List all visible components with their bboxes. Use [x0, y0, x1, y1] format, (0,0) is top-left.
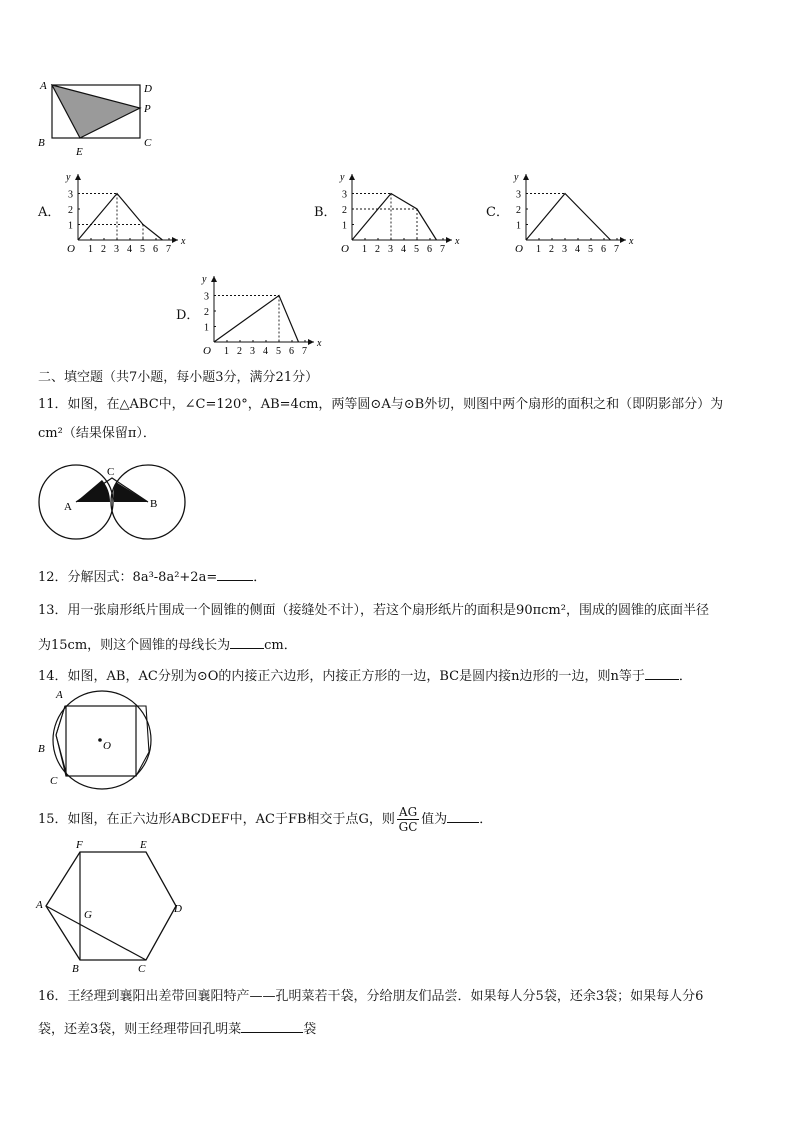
q15-label-e: E: [140, 839, 147, 851]
q11-line1: 11．如图，在△ABC中，∠C=120°，AB=4cm，两等圆⊙A与⊙B外切，则图中两个扇形的面积之和（即阴影部分）为: [38, 397, 724, 412]
x-axis-label: x: [317, 338, 322, 349]
q15-prompt: 15．如图，在正六边形ABCDEF中，AC于FB相交于点G，则: [38, 812, 395, 827]
q15-label-b: B: [72, 963, 79, 975]
q13-answer-blank[interactable]: [230, 634, 264, 649]
x-axis-arrow: [620, 237, 626, 243]
x-axis-label: x: [181, 236, 186, 247]
x-axis-label: x: [629, 236, 634, 247]
q14-figure: [36, 686, 168, 792]
q14-text: [38, 665, 692, 687]
q12-text: [38, 566, 266, 588]
q13-unit: cm．: [264, 638, 297, 653]
option-d-graph: [196, 272, 322, 358]
x-tick-label: 5: [414, 244, 419, 255]
q14-label-c: C: [50, 775, 58, 787]
x-axis-label: x: [455, 236, 460, 247]
y-tick-label: 1: [68, 220, 73, 232]
x-tick-label: 3: [114, 244, 119, 255]
x-tick-label: 2: [101, 244, 106, 255]
x-tick-label: 5: [140, 244, 145, 255]
y-axis-arrow: [75, 174, 81, 180]
point-label-p: P: [144, 103, 151, 115]
q15-label-g: G: [84, 909, 92, 921]
option-c-label: C．: [486, 205, 509, 220]
x-tick-label: 6: [289, 346, 294, 357]
x-tick-label: 1: [224, 346, 229, 357]
y-tick-label: 3: [68, 189, 73, 201]
y-axis-label: y: [202, 274, 207, 285]
q15-label-a: A: [36, 899, 43, 911]
x-tick-label: 4: [575, 244, 580, 255]
q16-unit: 袋: [303, 1022, 317, 1037]
option-a-label: A．: [38, 205, 61, 220]
regular-hexagon-abcdef: [46, 852, 176, 960]
q13-line2: [38, 634, 297, 656]
section-heading: 二、填空题（共7小题，每小题3分，满分21分）: [38, 370, 319, 385]
x-tick-label: 4: [263, 346, 268, 357]
q15-label-f: F: [76, 839, 83, 851]
y-axis-label: y: [66, 172, 71, 183]
x-tick-label: 2: [237, 346, 242, 357]
q13-prompt: 为15cm，则这个圆锥的母线长为: [38, 638, 231, 653]
point-label-c: C: [144, 137, 152, 149]
q14-label-a: A: [56, 689, 63, 701]
x-tick-label: 3: [388, 244, 393, 255]
q11-line2: cm²（结果保留π）．: [38, 426, 156, 441]
y-tick-label: 2: [68, 205, 73, 216]
q15-numerator: AG: [398, 805, 418, 819]
shaded-triangle-ape: [52, 85, 140, 138]
q12-prompt: 12．分解因式：8a³-8a²+2a=: [38, 570, 218, 585]
x-tick-label: 6: [601, 244, 606, 255]
q15-figure: [34, 836, 190, 976]
x-tick-label: 4: [401, 244, 406, 255]
point-label-b: B: [38, 137, 45, 149]
y-tick-label: 2: [342, 205, 347, 216]
function-graph-line: [352, 194, 437, 241]
x-tick-label: 7: [614, 244, 619, 255]
q14-label-o: O: [103, 740, 111, 752]
q15-answer-blank[interactable]: [447, 808, 479, 823]
y-tick-label: 1: [204, 322, 209, 334]
y-axis-label: y: [514, 172, 519, 183]
function-graph-line: [78, 194, 163, 241]
y-tick-label: 3: [342, 189, 347, 201]
x-tick-label: 7: [166, 244, 171, 255]
q11-label-b: B: [150, 498, 158, 510]
q15-denominator: GC: [398, 820, 418, 834]
center-point-o: [98, 738, 102, 742]
y-tick-label: 2: [204, 307, 209, 318]
y-axis-arrow: [349, 174, 355, 180]
y-tick-label: 1: [516, 220, 521, 232]
q12-answer-blank[interactable]: [217, 566, 253, 581]
x-tick-label: 5: [276, 346, 281, 357]
point-label-d: D: [144, 83, 152, 95]
q16-prompt: 袋，还差3袋，则王经理带回孔明菜: [38, 1022, 242, 1037]
q16-line2: [38, 1018, 316, 1040]
q16-answer-blank[interactable]: [241, 1018, 303, 1033]
origin-label: O: [341, 243, 349, 255]
origin-label: O: [203, 345, 211, 357]
q11-label-c: C: [107, 466, 115, 478]
q14-end: ．: [678, 669, 692, 684]
y-tick-label: 1: [342, 220, 347, 232]
x-tick-label: 1: [88, 244, 93, 255]
y-axis-label: y: [340, 172, 345, 183]
q14-answer-blank[interactable]: [645, 665, 679, 680]
x-tick-label: 2: [549, 244, 554, 255]
x-tick-label: 3: [250, 346, 255, 357]
q11-label-a: A: [64, 501, 72, 513]
point-label-a: A: [40, 80, 47, 92]
q15-post: 值为: [421, 812, 448, 827]
q15-text: [38, 800, 492, 840]
x-tick-label: 7: [302, 346, 307, 357]
option-b-graph: [334, 170, 460, 256]
point-label-e: E: [76, 146, 83, 158]
q14-prompt: 14．如图，AB，AC分别为⊙O的内接正六边形，内接正方形的一边，BC是圆内接n边形的一边，则n等于: [38, 669, 645, 684]
function-graph-line: [214, 296, 299, 343]
x-tick-label: 4: [127, 244, 132, 255]
origin-label: O: [67, 243, 75, 255]
option-c-graph: [508, 170, 634, 256]
x-axis-arrow: [446, 237, 452, 243]
x-tick-label: 6: [427, 244, 432, 255]
q16-line1: 16．王经理到襄阳出差带回襄阳特产——孔明菜若干袋，分给朋友们品尝．如果每人分5袋，还余3袋；如果每人分6: [38, 989, 704, 1004]
segment-bc: [56, 735, 66, 776]
q15-fraction: [397, 805, 419, 834]
x-axis-arrow: [308, 339, 314, 345]
x-tick-label: 5: [588, 244, 593, 255]
option-d-label: D．: [176, 308, 200, 323]
y-tick-label: 3: [516, 189, 521, 201]
segment-ac: [46, 906, 146, 960]
x-tick-label: 2: [375, 244, 380, 255]
q11-figure: [36, 460, 188, 542]
q12-end: ．: [253, 570, 267, 585]
y-tick-label: 3: [204, 291, 209, 303]
x-tick-label: 3: [562, 244, 567, 255]
x-axis-arrow: [172, 237, 178, 243]
x-tick-label: 1: [362, 244, 367, 255]
q14-label-b: B: [38, 743, 45, 755]
y-tick-label: 2: [516, 205, 521, 216]
q15-label-d: D: [174, 903, 182, 915]
function-graph-line: [526, 194, 611, 241]
q13-line1: 13．用一张扇形纸片围成一个圆锥的侧面（接缝处不计），若这个扇形纸片的面积是90πcm²，围成的圆锥的底面半径: [38, 603, 709, 618]
y-axis-arrow: [211, 276, 217, 282]
q15-label-c: C: [138, 963, 146, 975]
rectangle-triangle-figure: [36, 78, 166, 158]
origin-label: O: [515, 243, 523, 255]
x-tick-label: 7: [440, 244, 445, 255]
x-tick-label: 1: [536, 244, 541, 255]
option-a-graph: [60, 170, 186, 256]
q15-end: ．: [479, 812, 493, 827]
x-tick-label: 6: [153, 244, 158, 255]
option-b-label: B．: [314, 205, 337, 220]
y-axis-arrow: [523, 174, 529, 180]
